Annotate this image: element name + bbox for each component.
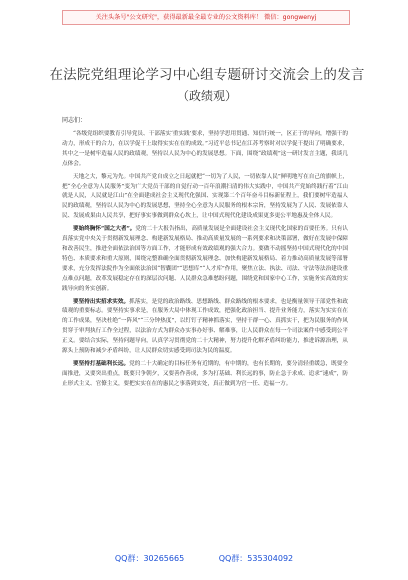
paragraph-lead: 要坚持出实招求实效。 bbox=[73, 298, 130, 305]
paragraph bbox=[62, 173, 348, 223]
document-title: 在法院党组理论学习中心组专题研讨交流会上的发言 bbox=[49, 67, 365, 83]
greeting: 同志们： bbox=[62, 117, 87, 124]
paragraph-text: 党的二十大确定的目标任务有近期的，有中期的，也有长期的，要分清轻重缓急，既要全面推进，又要突出重点，既要只争朝夕，又要善作善成，多为打基础、利长远的事，防止急于求成、追求“速成”，防止形式主义、官僚主义，要把实实在在的惠民之事落到实处，真正做到为官一任、造福一方。 bbox=[62, 360, 348, 387]
paragraph-text: 抓落实，是党的政治路线、思想路线、群众路线的根本要求，也是衡量领导干部党性和政绩观的重要标志。要坚持实事求是，在服务大局中体现工作成效，把强化政治担当、提升业务能力，落实为实实在在的工作成果，坚决杜绝“一阵风”“三分钟热度”，以钉钉子精神抓落实，坚持干群一心、真抓实干，把为民服务的作风贯穿于审判执行工作全过程，以法治方式为群众办实事办好事、解难事，让人民群众在每一个司法案件中感受到公平正义。要结合实际，坚持问题导向，认真学习贯彻党的二十大精神，努力提升化解矛盾纠纷能力，推进诉源治理，从源头上预防和减少矛盾纠纷，让人民群众切实感受到司法为民的温度。 bbox=[62, 298, 348, 355]
paragraph bbox=[62, 130, 348, 170]
paragraph-lead: 要坚持打基础利长远。 bbox=[73, 360, 130, 367]
qq-group-1[interactable]: QQ群：30265665 bbox=[114, 554, 185, 563]
paragraph bbox=[62, 298, 348, 357]
paragraph bbox=[62, 360, 348, 390]
paragraph-text: 党的二十大报告指出，高质量发展是全面建设社会主义现代化国家的首要任务。只有认真落实党中央关于贯彻新发展理念、构建新发展格局、推动高质量发展的一系列要求和决策部署，做好在发展中保障和改善民生，推进全面依法治国等方面工作，才能形成有效政绩观的强大合力。要做不动摇坚持中国式现代化的中国特色、本质要求和重大原则，围绕完整准确全面贯彻新发展理念、加快构建新发展格局、着力推动高质量发展等部署要求，充分发挥法院作为全面依法治国“智囊团”“思想库”“人才库”作用，聚焦立法、执法、司法、守法等法治建设重点难点问题，改革发展稳定存在的深层次问题、人民群众急难愁盼问题，围绕党和国家中心工作，实施务实高效的实践导向的务实创新。 bbox=[62, 226, 348, 292]
promo-banner[interactable]: 关注头条号"公文研究"，获得最新最全最专业的公文资料库！ 微信：gongwenyj bbox=[62, 10, 350, 25]
paragraph bbox=[62, 225, 348, 294]
paragraph-text: 天地之大，黎元为先。中国共产党自成立之日起就把“一切为了人民，一切依靠人民”鲜明地写在自己的旗帜上，把“全心全意为人民服务”变为广大党员干部的自觉行动一百年浪潮扫清的伟大实践中，中国共产党始终践行着“江山就是人民，人民就是江山”在全面建成社会主义现代化强国、实现第二个百年奋斗目标新征程上，我们要树牢造福人民的政绩观，坚持以人民为中心的发展思想，坚持全心全意为人民服务的根本宗旨，坚持发展为了人民、发展依靠人民、发展成果由人民共享，把好事实事做到群众心坎上，让中国式现代化建设成果更多更公平地惠及全体人民。 bbox=[62, 173, 348, 220]
footer bbox=[0, 553, 408, 564]
paragraph-lead: 要始终胸怀“国之大者”。 bbox=[73, 226, 136, 233]
qq-group-2[interactable]: QQ群：535304092 bbox=[218, 554, 294, 563]
document-body bbox=[62, 130, 348, 393]
document-subtitle: （政绩观） bbox=[176, 89, 237, 103]
paragraph-text: “各级党组织要教育引导党员、干部落实‘重实践’要求，坚持学思用贯通、知信行统一，区正于的导向，增强干的动力，形成干的合力，在以学促干上取得实实在在的成效。”习近平总书记在江苏考察时对以学促干提出了明确要求，其中之一是树牢造福人民的政绩观，坚持以人民为中心的发展思想。下面，围绕“政绩观”这一研讨发言主题，我谈几点体会。 bbox=[62, 131, 348, 167]
